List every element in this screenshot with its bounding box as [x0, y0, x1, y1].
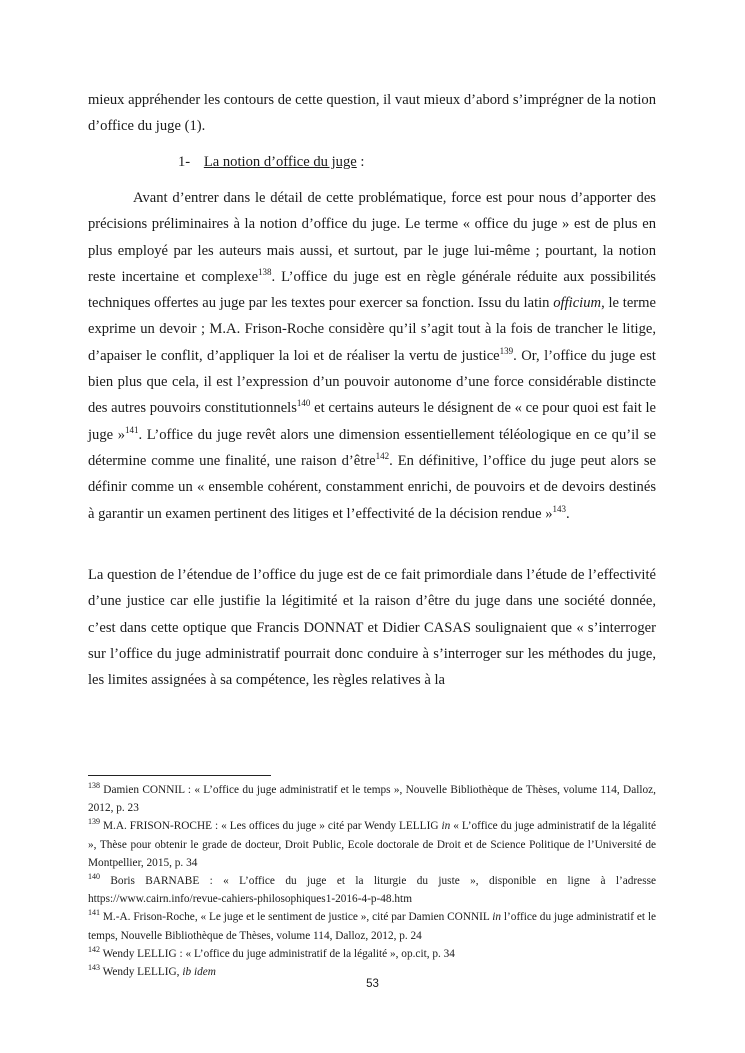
footnote-text: Damien CONNIL : « L’office du juge administratif et le temps », Nouvelle Bibliothèque de Thèses, volume 114, Dalloz, 2012, p. 23 — [88, 784, 656, 815]
footnote-text: l’office du juge administratif et le temps, Nouvelle Bibliothèque de Thèses, volume 114, Dalloz, 2012, p. 24 — [88, 911, 656, 942]
footnote-text: Boris BARNABE : « L’office du juge et la liturgie du juste », disponible en ligne à l’adresse https://www.cairn.info/revue-cahiers-philosophiques1-2016-4-p-48.htm — [88, 875, 656, 906]
footnote-ref-140: 140 — [296, 398, 311, 409]
p2-text-2: . L’office du juge est en règle générale réduite aux possibilités techniques offertes au juge par les textes pour exercer sa fonction. Issu du latin — [88, 268, 656, 312]
footnote-138 — [88, 781, 656, 817]
footnote-number: 141 — [88, 908, 100, 918]
section-number: 1- — [178, 154, 191, 170]
footnote-number: 139 — [88, 817, 100, 827]
footnote-142 — [88, 945, 656, 963]
paragraph-intro-text: mieux appréhender les contours de cette question, il vaut mieux d’abord s’imprégner de la notion d’office du juge (1). — [88, 92, 656, 135]
page-number: 53 — [366, 978, 379, 990]
footnote-text: Wendy LELLIG : « L’office du juge administratif de la légalité », op.cit, p. 34 — [100, 947, 455, 960]
footnote-141 — [88, 908, 656, 944]
section-title-suffix: : — [356, 154, 365, 170]
footnotes — [88, 781, 656, 981]
section-title: La notion d’office du juge — [203, 154, 357, 170]
p2-text-7: . En définitive, l’office du juge peut alors se définir comme un « ensemble cohérent, constamment enrichi, de pouvoirs et de devoirs destinés à garantir un examen pertinent des litiges et l’effectivité de la décision rendue » — [88, 452, 656, 522]
footnote-ref-141: 141 — [125, 424, 139, 435]
footnote-140 — [88, 872, 656, 908]
paragraph-scope — [88, 562, 656, 693]
paragraph-scope-text: La question de l’étendue de l’office du juge est de ce fait primordiale dans l’étude de l’effectivité d’une justice car elle justifie la légitimité et la raison d’être du juge dans une société donnée, c’est dans cette optique que Francis DONNAT et Didier CASAS soulignaient que « s’interroger sur l’office du juge administratif pourrait donc conduire à s’interroger sur les méthodes du juge, les limites assignées à sa compétence, les règles relatives à la — [88, 567, 656, 689]
footnote-italic: in — [441, 820, 451, 833]
footnote-number: 143 — [88, 963, 100, 973]
footnote-139 — [88, 817, 656, 872]
footnote-number: 138 — [88, 781, 100, 791]
footnote-ref-142: 142 — [375, 451, 390, 462]
p2-text-1: Avant d’entrer dans le détail de cette problématique, force est pour nous d’apporter des précisions préliminaires à la notion d’office du juge. Le terme « office du juge » est de plus en plus employé par les auteurs mais aussi, et surtout, par le juge lui-même ; pourtant, la notion reste incertaine et complexe — [88, 190, 656, 285]
footnote-number: 140 — [88, 872, 100, 882]
officium-term: officium — [553, 295, 602, 312]
p2-text-8: . — [566, 505, 570, 522]
paragraph-office-definition — [88, 185, 656, 527]
footnote-text: Wendy LELLIG, — [100, 966, 183, 979]
footnote-ref-138: 138 — [258, 267, 272, 278]
p2-text-3: , le terme exprime un devoir ; M.A. Frison-Roche considère qu’il s’agit tout à la fois de trancher le litige, d’apaiser le conflit, d’appliquer la loi et de réaliser la vertu de justice — [88, 295, 656, 364]
footnote-ref-143: 143 — [552, 503, 567, 514]
p2-text-4: . Or, l’office du juge est bien plus que cela, il est l’expression d’un pouvoir autonome d’une force considérable distincte des autres pouvoirs constitutionnels — [88, 347, 656, 417]
footnote-text: M.-A. Frison-Roche, « Le juge et le sentiment de justice », cité par Damien CONNIL — [100, 911, 493, 924]
paragraph-intro — [88, 87, 656, 140]
footnote-italic: in — [492, 911, 502, 924]
footnote-number: 142 — [88, 945, 100, 955]
footnote-separator — [88, 775, 271, 776]
footnote-italic: ib idem — [182, 966, 216, 979]
p2-text-6: . L’office du juge revêt alors une dimension essentiellement téléologique en ce qu’il se détermine comme une finalité, une raison d’être — [88, 426, 657, 469]
section-heading — [178, 149, 364, 175]
footnote-text: « L’office du juge administratif de la légalité », Thèse pour obtenir le grade de docteur, Droit Public, Ecole doctorale de Droit et de Science Politique de l’Université de Montpellier, 2015, p. 34 — [88, 820, 656, 869]
p2-text-5: et certains auteurs le désignent de « ce pour quoi est fait le juge » — [88, 400, 657, 443]
footnote-ref-139: 139 — [499, 345, 514, 356]
footnote-text: M.A. FRISON-ROCHE : « Les offices du juge » cité par Wendy LELLIG — [100, 820, 442, 833]
